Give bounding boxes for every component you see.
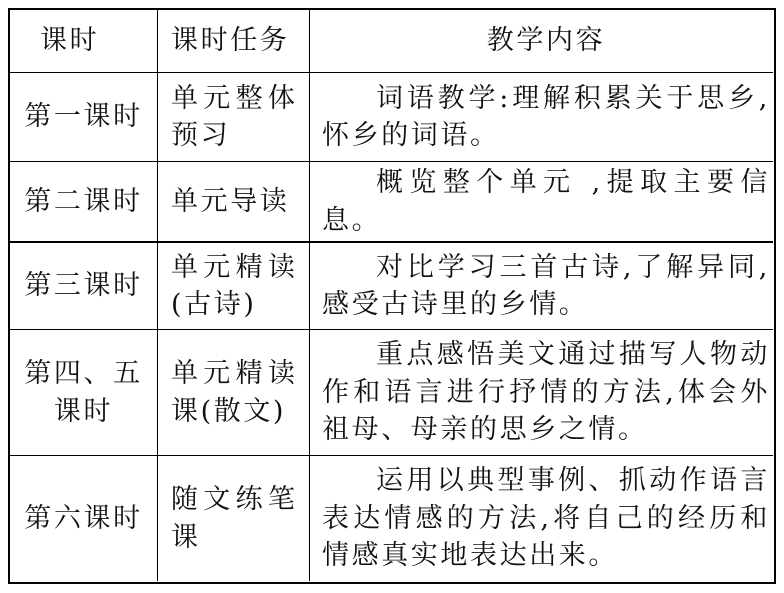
cell-period [10,73,158,162]
cell-content [310,456,773,581]
cell-period [10,456,158,581]
period-text: 第三课时 [24,270,143,302]
cell-content [310,243,773,330]
period-text: 第六课时 [24,502,143,534]
period-text: 第二课时 [24,185,143,217]
header-label: 教学内容 [486,25,606,57]
header-label: 课时 [40,25,100,57]
task-text: 单元整体预习 [171,82,298,151]
cell-period [10,330,158,456]
content-text: 重点感悟美文通过描写人物动作和语言进行抒情的方法,体会外祖母、母亲的思乡之情。 [322,339,770,446]
content-text: 概览整个单元 ,提取主要信息。 [322,167,770,236]
cell-content [310,330,773,456]
lesson-plan-table [8,8,776,584]
cell-task [158,330,310,456]
content-text: 运用以典型事例、抓动作语言表达情感的方法,将自己的经历和情感真实地表达出来。 [322,465,770,572]
cell-task [158,243,310,330]
period-text: 第四、五课时 [24,358,143,427]
header-cell-content [310,10,773,73]
task-text: 单元导读 [171,185,290,217]
cell-period [10,162,158,243]
task-text: 单元精读课(散文) [171,358,298,427]
cell-content [310,73,773,162]
cell-period [10,243,158,330]
header-cell-task [158,10,310,73]
cell-task [158,456,310,581]
cell-task [158,162,310,243]
header-cell-period [10,10,158,73]
content-text: 对比学习三首古诗,了解异同,感受古诗里的乡情。 [322,251,770,320]
task-text: 随文练笔课 [171,484,298,553]
period-text: 第一课时 [24,101,143,133]
task-text: 单元精读(古诗) [171,251,298,320]
content-text: 词语教学:理解积累关于思乡,怀乡的词语。 [322,82,770,151]
cell-task [158,73,310,162]
cell-content [310,162,773,243]
header-label: 课时任务 [171,25,290,57]
